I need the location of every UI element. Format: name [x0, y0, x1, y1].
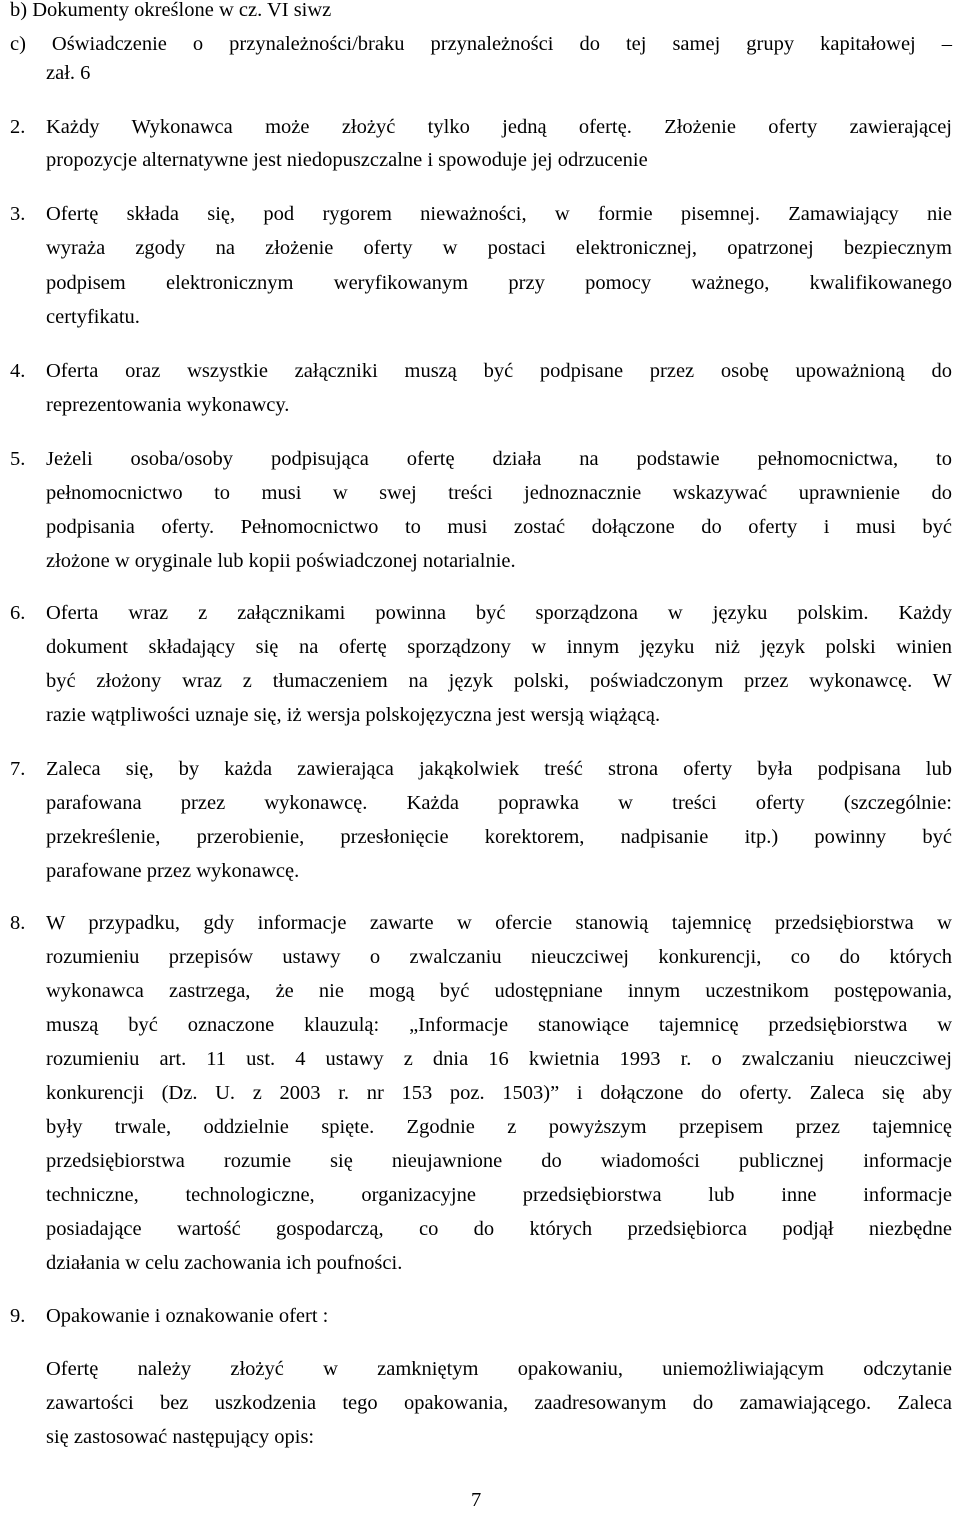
item-6-number: 6. — [10, 602, 26, 624]
item-5-line-4: złożone w oryginale lub kopii poświadczonej notarialnie. — [46, 550, 516, 572]
item-7-line-1: Zaleca się, by każda zawierająca jakąkolwiek treść strona oferty była podpisana lub — [46, 758, 952, 780]
item-8-line-9: techniczne, technologiczne, organizacyjne przedsiębiorstwa lub inne informacje — [46, 1184, 952, 1206]
item-8-line-10: posiadające wartość gospodarczą, co do których przedsiębiorca podjął niezbędne — [46, 1218, 952, 1240]
item-6-line-1: Oferta wraz z załącznikami powinna być sporządzona w języku polskim. Każdy — [46, 602, 952, 624]
item-2-number: 2. — [10, 116, 26, 138]
item-2-line-1: Każdy Wykonawca może złożyć tylko jedną ofertę. Złożenie oferty zawierającej — [46, 116, 952, 138]
item-9-line-1: Opakowanie i oznakowanie ofert : — [46, 1305, 329, 1327]
item-6-line-3: być złożony wraz z tłumaczeniem na język polski, poświadczonym przez wykonawcę. W — [46, 670, 952, 692]
item-4-line-1: Oferta oraz wszystkie załączniki muszą być podpisane przez osobę upoważnioną do — [46, 360, 952, 382]
item-3-line-4: certyfikatu. — [46, 306, 140, 328]
item-6-line-2: dokument składający się na ofertę sporządzony w innym języku niż język polski winien — [46, 636, 952, 658]
item-8-line-5: rozumieniu art. 11 ust. 4 ustawy z dnia 16 kwietnia 1993 r. o zwalczaniu nieuczciwej — [46, 1048, 952, 1070]
item-5-line-1: Jeżeli osoba/osoby podpisująca ofertę działa na podstawie pełnomocnictwa, to — [46, 448, 952, 470]
item-9-number: 9. — [10, 1305, 26, 1327]
item-7-line-4: parafowane przez wykonawcę. — [46, 860, 300, 882]
item-8-line-1: W przypadku, gdy informacje zawarte w ofercie stanowią tajemnicę przedsiębiorstwa w — [46, 912, 952, 934]
item-8-line-4: muszą być oznaczone klauzulą: „Informacje stanowiące tajemnicę przedsiębiorstwa w — [46, 1014, 952, 1036]
intro-line-c1: c) Oświadczenie o przynależności/braku przynależności do tej samej grupy kapitałowej – — [10, 33, 952, 55]
item-5-number: 5. — [10, 448, 26, 470]
item-8-line-2: rozumieniu przepisów ustawy o zwalczaniu nieuczciwej konkurencji, co do których — [46, 946, 952, 968]
item-2-line-2: propozycje alternatywne jest niedopuszczalne i spowoduje jej odrzucenie — [46, 149, 648, 171]
item-3-line-2: wyraża zgody na złożenie oferty w postaci elektronicznej, opatrzonej bezpiecznym — [46, 237, 952, 259]
closing-line-2: zawartości bez uszkodzenia tego opakowania, zaadresowanym do zamawiającego. Zaleca — [46, 1392, 952, 1414]
item-8-line-7: były trwale, oddzielnie spięte. Zgodnie z powyższym przepisem przez tajemnicę — [46, 1116, 952, 1138]
item-8-line-11: działania w celu zachowania ich poufności. — [46, 1252, 403, 1274]
closing-line-1: Ofertę należy złożyć w zamkniętym opakowaniu, uniemożliwiającym odczytanie — [46, 1358, 952, 1380]
item-7-number: 7. — [10, 758, 26, 780]
item-5-line-3: podpisania oferty. Pełnomocnictwo to musi zostać dołączone do oferty i musi być — [46, 516, 952, 538]
closing-line-3: się zastosować następujący opis: — [46, 1426, 315, 1448]
item-8-line-8: przedsiębiorstwa rozumie się nieujawnione do wiadomości publicznej informacje — [46, 1150, 952, 1172]
item-8-number: 8. — [10, 912, 26, 934]
item-3-number: 3. — [10, 203, 26, 225]
item-8-line-6: konkurencji (Dz. U. z 2003 r. nr 153 poz. 1503)” i dołączone do oferty. Zaleca się aby — [46, 1082, 952, 1104]
item-5-line-2: pełnomocnictwo to musi w swej treści jednoznacznie wskazywać uprawnienie do — [46, 482, 952, 504]
item-8-line-3: wykonawca zastrzega, że nie mogą być udostępniane innym uczestnikom postępowania, — [46, 980, 952, 1002]
item-3-line-1: Ofertę składa się, pod rygorem nieważności, w formie pisemnej. Zamawiający nie — [46, 203, 952, 225]
item-3-line-3: podpisem elektronicznym weryfikowanym przy pomocy ważnego, kwalifikowanego — [46, 272, 952, 294]
intro-line-c2: zał. 6 — [46, 62, 91, 84]
item-4-line-2: reprezentowania wykonawcy. — [46, 394, 290, 416]
item-4-number: 4. — [10, 360, 26, 382]
item-7-line-2: parafowana przez wykonawcę. Każda poprawka w treści oferty (szczególnie: — [46, 792, 952, 814]
page-number: 7 — [471, 1489, 482, 1511]
item-6-line-4: razie wątpliwości uznaje się, iż wersja polskojęzyczna jest wersją wiążącą. — [46, 704, 661, 726]
intro-line-b: b) Dokumenty określone w cz. VI siwz — [10, 0, 332, 21]
item-7-line-3: przekreślenie, przerobienie, przesłonięcie korektorem, nadpisanie itp.) powinny być — [46, 826, 952, 848]
